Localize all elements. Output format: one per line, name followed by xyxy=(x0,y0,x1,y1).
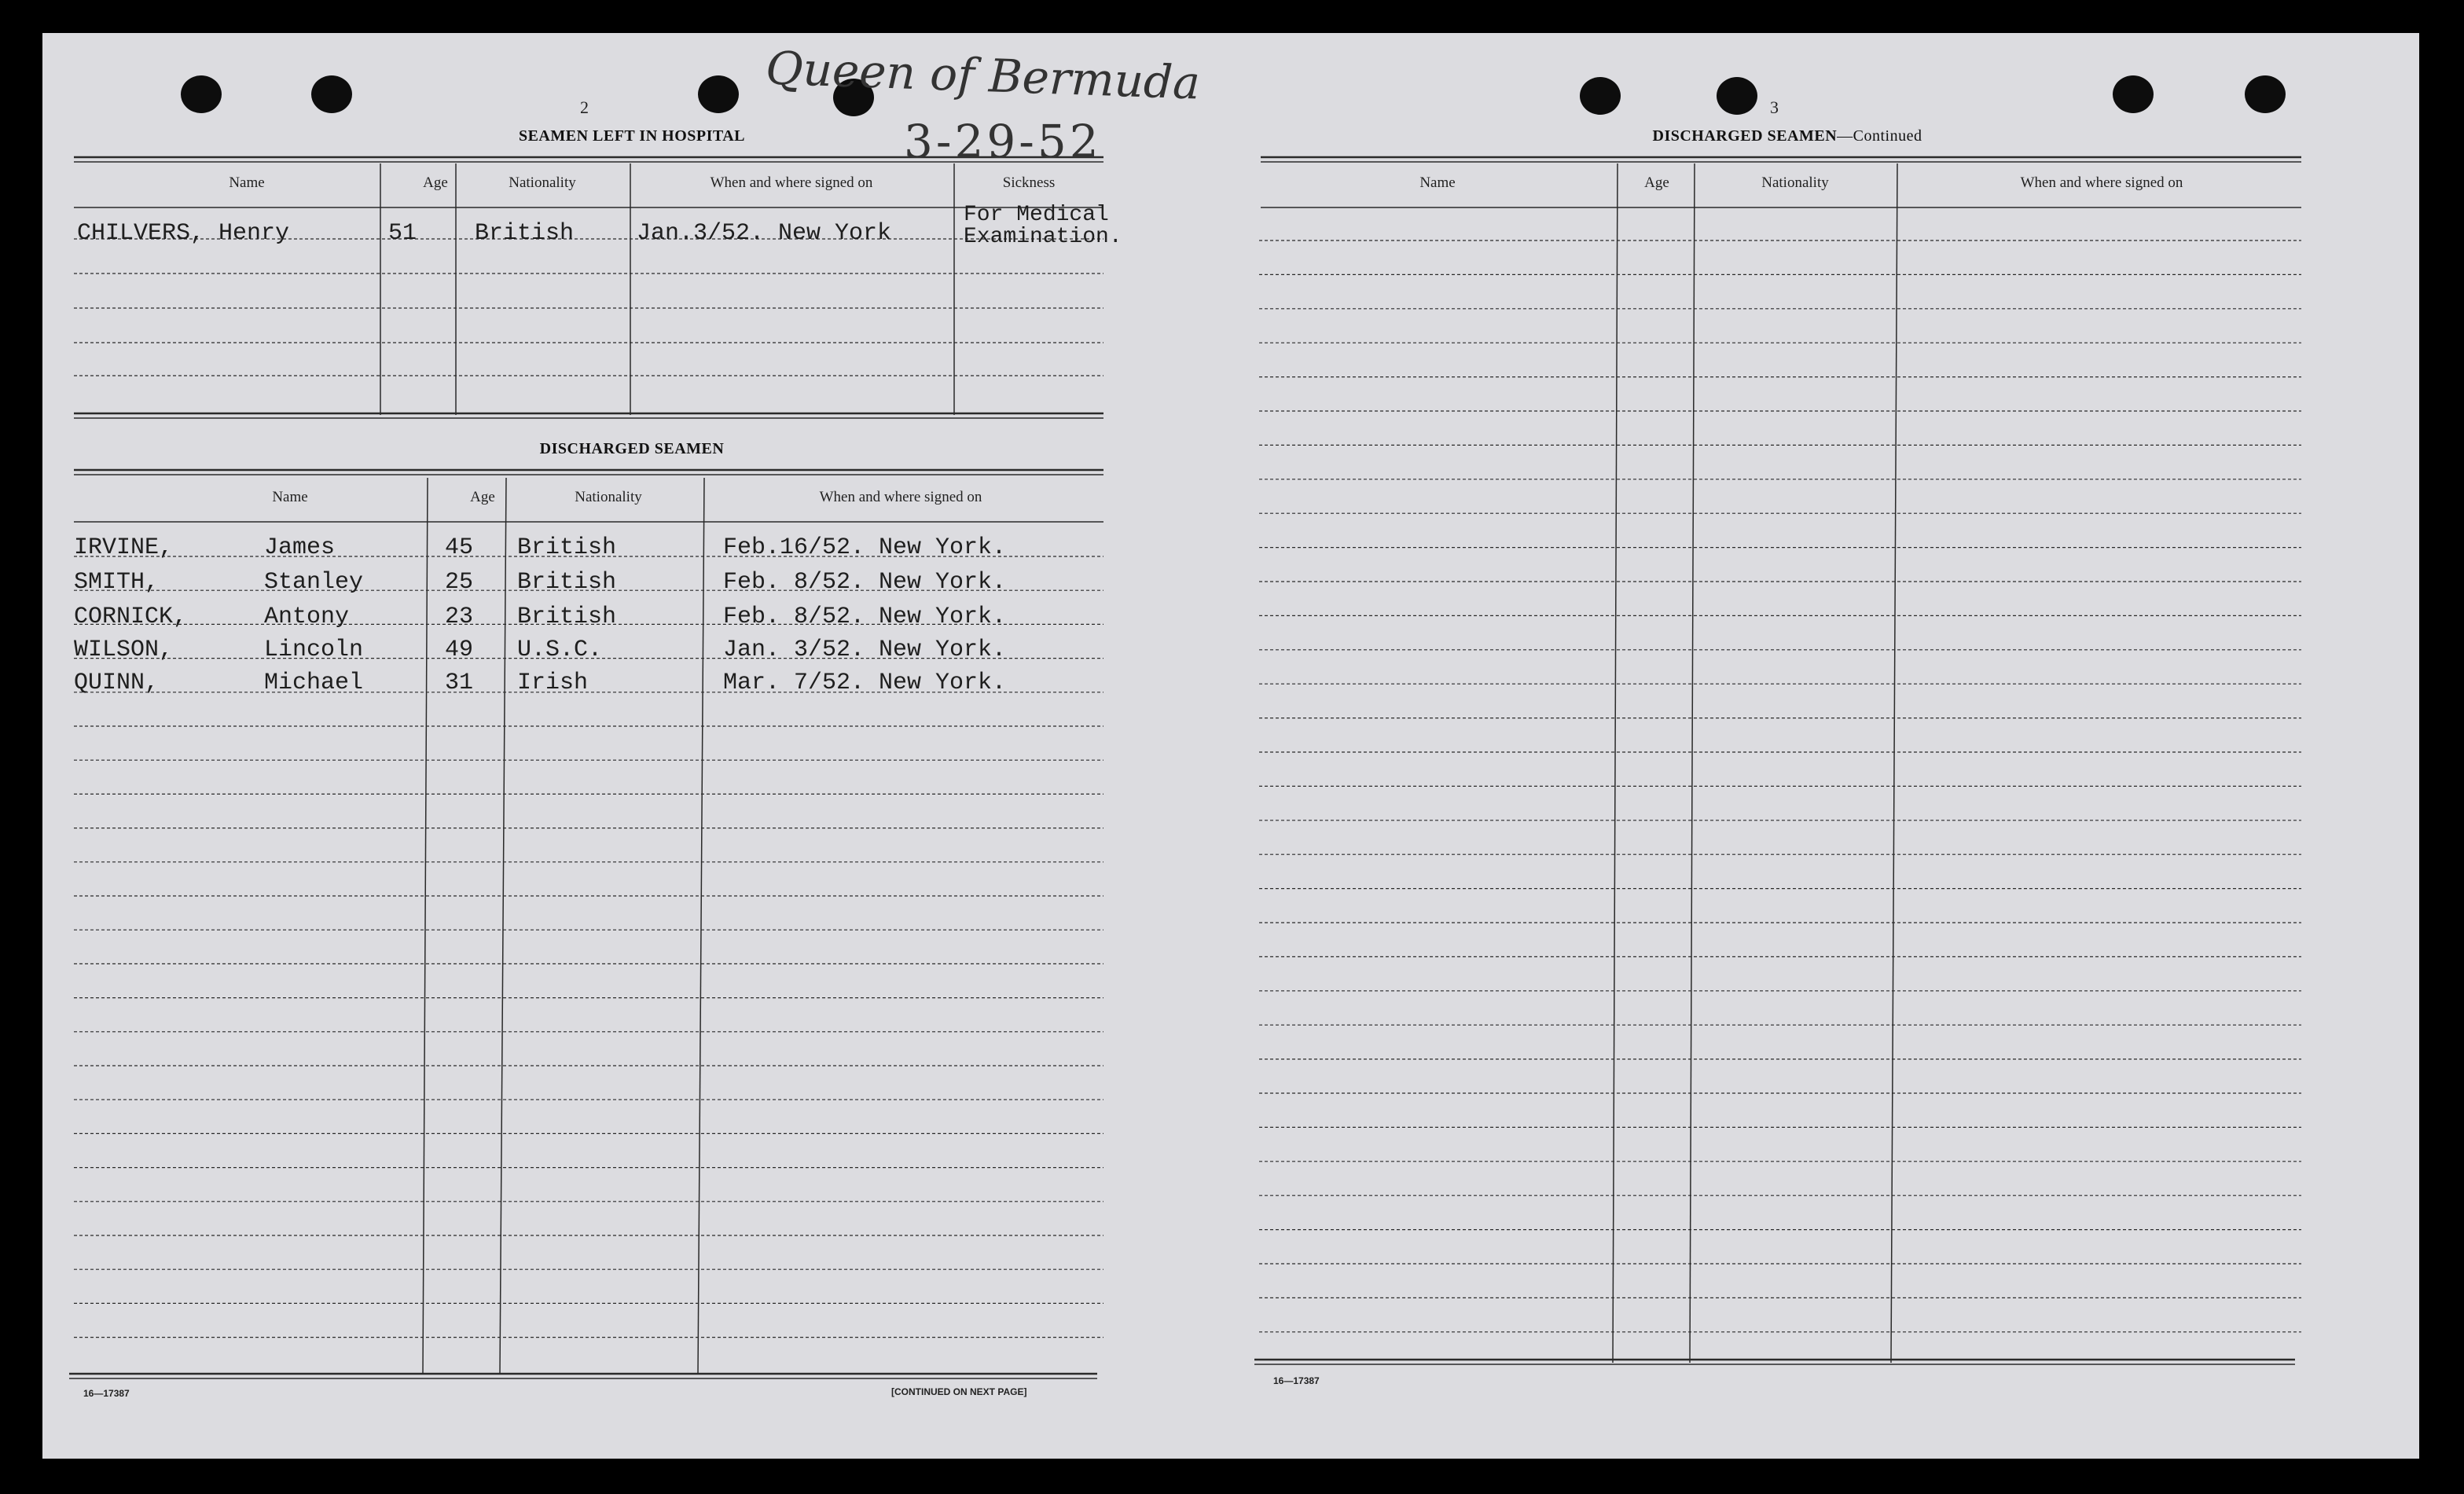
rule-column xyxy=(698,478,704,1374)
col-header-signed-on: When and where signed on xyxy=(710,174,873,191)
form-number-left: 16—17387 xyxy=(83,1388,130,1399)
discharged-given-name: James xyxy=(264,534,336,561)
discharged-age: 31 xyxy=(445,670,474,696)
discharged-signed-on: Jan. 3/52. New York. xyxy=(723,637,1007,663)
hospital-nationality: British xyxy=(475,220,575,247)
section-title-hospital: SEAMEN LEFT IN HOSPITAL xyxy=(518,127,746,145)
rule-column xyxy=(500,478,506,1374)
discharged-given-name: Michael xyxy=(264,670,364,696)
col-header-name: Name xyxy=(1419,174,1456,191)
discharged-surname: WILSON, xyxy=(74,637,174,663)
discharged-surname: IRVINE, xyxy=(74,534,174,561)
form-number-right: 16—17387 xyxy=(1273,1375,1320,1386)
col-header-sickness: Sickness xyxy=(1002,174,1056,191)
discharged-nationality: British xyxy=(517,569,617,596)
discharged-signed-on: Mar. 7/52. New York. xyxy=(723,670,1007,696)
discharged-age: 23 xyxy=(445,604,474,630)
discharged-given-name: Lincoln xyxy=(264,637,364,663)
hospital-sickness-line1: For Medical xyxy=(964,203,1109,227)
hospital-signed-on: Jan.3/52. New York xyxy=(637,220,892,247)
col-header-age: Age xyxy=(470,489,495,505)
manifest-sheet xyxy=(42,33,2419,1459)
handwritten-ship-name: Queen of Bermuda xyxy=(764,41,1201,110)
discharged-nationality: British xyxy=(517,604,617,630)
section-title-discharged: DISCHARGED SEAMEN xyxy=(539,440,725,457)
rule-column xyxy=(1891,163,1897,1363)
page-number-left: 2 xyxy=(580,97,589,117)
rule-column xyxy=(1613,163,1618,1363)
discharged-nationality: U.S.C. xyxy=(517,637,603,663)
discharged-given-name: Antony xyxy=(264,604,350,630)
discharged-age: 45 xyxy=(445,534,474,561)
col-header-name: Name xyxy=(229,174,265,191)
handwritten-date: 3-29-52 xyxy=(904,115,1102,168)
discharged-surname: QUINN, xyxy=(74,670,160,696)
col-header-age: Age xyxy=(1644,174,1669,191)
col-header-nationality: Nationality xyxy=(1761,174,1829,191)
discharged-given-name: Stanley xyxy=(264,569,364,596)
rule-column xyxy=(423,478,428,1374)
discharged-signed-on: Feb.16/52. New York. xyxy=(723,534,1007,561)
col-header-age: Age xyxy=(423,174,448,191)
col-header-nationality: Nationality xyxy=(509,174,576,191)
section-title-text: DISCHARGED SEAMEN xyxy=(1652,127,1838,145)
section-title-suffix: —Continued xyxy=(1837,127,1922,145)
discharged-nationality: Irish xyxy=(517,670,589,696)
discharged-age: 49 xyxy=(445,637,474,663)
page-number-right: 3 xyxy=(1770,97,1779,117)
rule-column xyxy=(1690,163,1695,1363)
col-header-name: Name xyxy=(272,489,308,505)
discharged-nationality: British xyxy=(517,534,617,561)
discharged-surname: SMITH, xyxy=(74,569,160,596)
hospital-sickness-line2: Examination. xyxy=(964,225,1122,249)
hospital-age: 51 xyxy=(388,220,417,247)
col-header-nationality: Nationality xyxy=(575,489,642,505)
discharged-signed-on: Feb. 8/52. New York. xyxy=(723,604,1007,630)
continued-note: [CONTINUED ON NEXT PAGE] xyxy=(891,1386,1027,1397)
discharged-surname: CORNICK, xyxy=(74,604,188,630)
hospital-name: CHILVERS, Henry xyxy=(77,220,290,247)
form-ruling xyxy=(42,33,2419,1459)
col-header-signed-on: When and where signed on xyxy=(2020,174,2183,191)
discharged-age: 25 xyxy=(445,569,474,596)
section-title-continued xyxy=(1512,127,2062,145)
col-header-signed-on: When and where signed on xyxy=(819,489,982,505)
discharged-signed-on: Feb. 8/52. New York. xyxy=(723,569,1007,596)
